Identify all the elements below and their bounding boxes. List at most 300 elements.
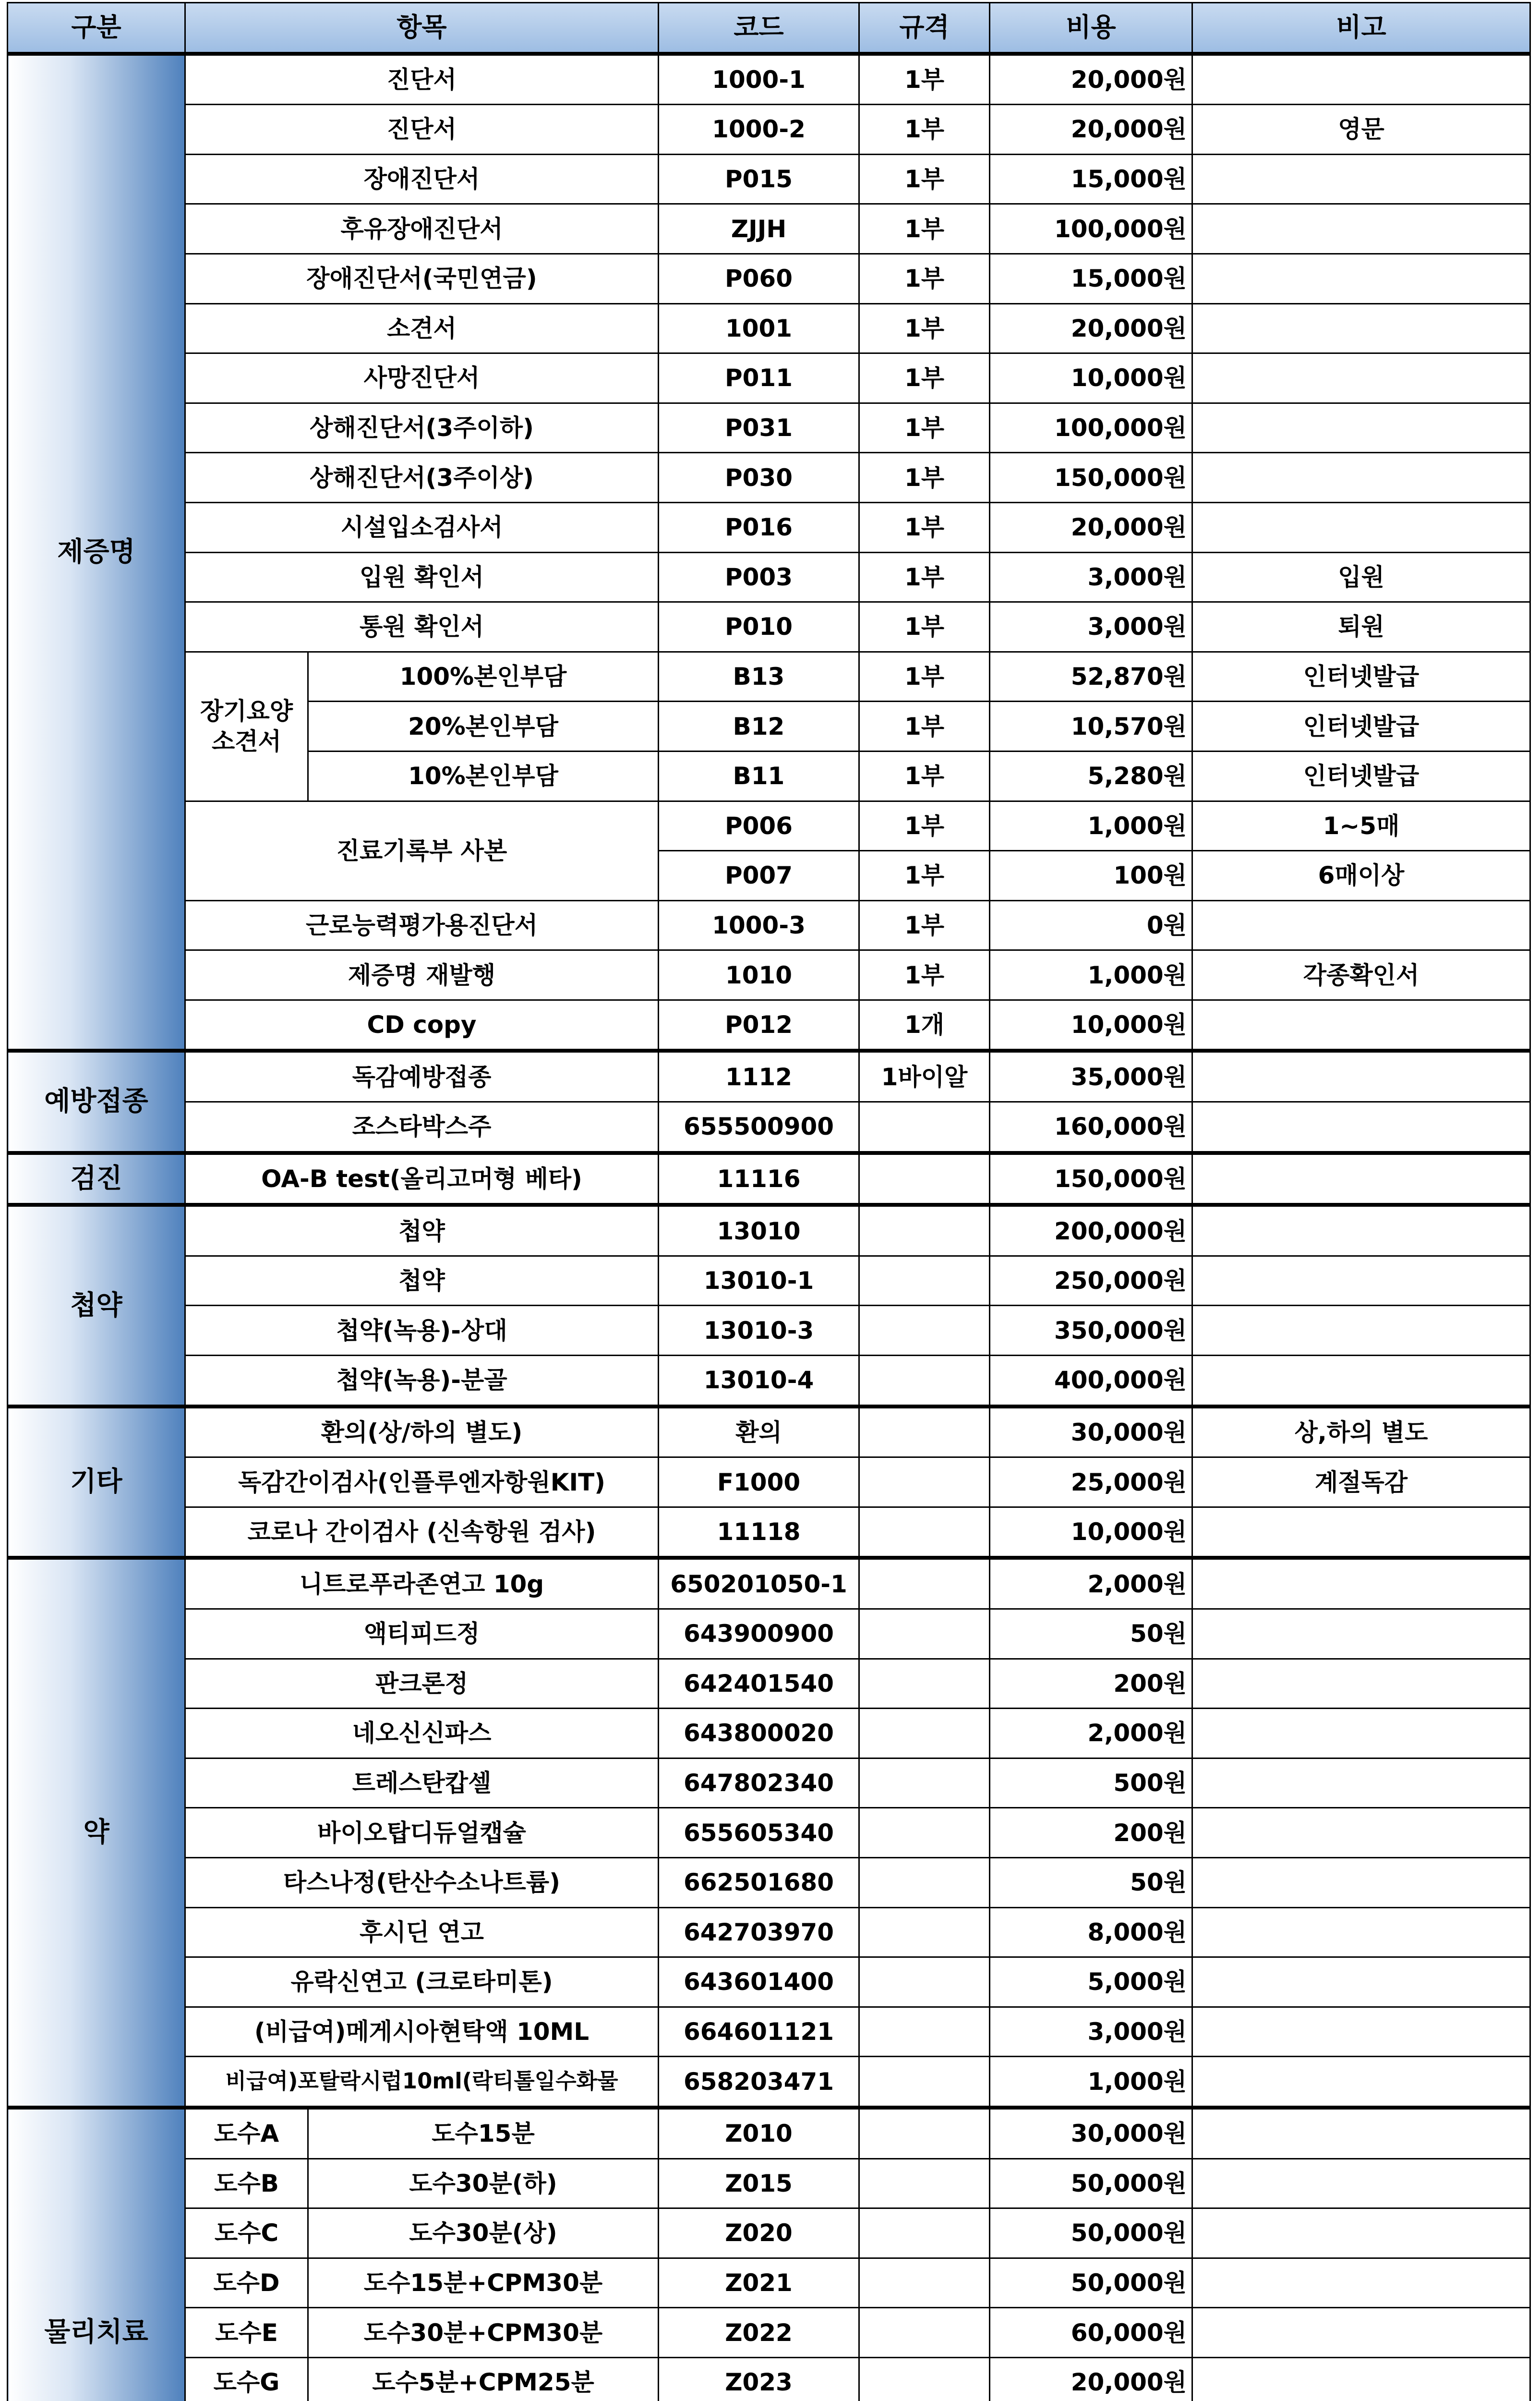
cost-cell: 100,000원 (990, 204, 1192, 254)
item-cell: CD copy (185, 1000, 659, 1051)
code-cell: P003 (659, 552, 859, 602)
table-row (8, 2208, 1530, 2258)
note-cell (1192, 353, 1530, 403)
cost-cell: 2,000원 (990, 1709, 1192, 1758)
spec-cell: 1개 (859, 1000, 990, 1051)
spec-cell (859, 2108, 990, 2158)
note-cell: 계절독감 (1192, 1457, 1530, 1507)
cost-cell: 50,000원 (990, 2208, 1192, 2258)
note-cell (1192, 254, 1530, 303)
note-cell (1192, 453, 1530, 503)
spec-cell (859, 1153, 990, 1205)
spec-cell: 1부 (859, 502, 990, 552)
code-cell: P006 (659, 801, 859, 851)
table-row (8, 1407, 1530, 1457)
table-row (8, 552, 1530, 602)
code-cell: P031 (659, 403, 859, 453)
cost-cell: 200,000원 (990, 1205, 1192, 1256)
note-cell (1192, 1857, 1530, 1907)
item-cell: 액티피드정 (185, 1609, 659, 1659)
item-cell: 바이오탑디듀얼캡슐 (185, 1808, 659, 1858)
note-cell: 1~5매 (1192, 801, 1530, 851)
table-row (8, 204, 1530, 254)
code-cell: 642401540 (659, 1659, 859, 1709)
item-cell: 제증명 재발행 (185, 950, 659, 1000)
sub-cell: 도수B (185, 2158, 308, 2208)
table-row (8, 801, 1530, 851)
code-cell: 643800020 (659, 1709, 859, 1758)
item-cell: 트레스탄캅셀 (185, 1758, 659, 1808)
fee-table (7, 2, 1531, 2401)
item-cell: 통원 확인서 (185, 602, 659, 652)
item-cell: 도수15분+CPM30분 (308, 2258, 659, 2308)
code-cell: 1000-3 (659, 900, 859, 950)
table-row (8, 1306, 1530, 1356)
category-acupuncture: 첩약 (8, 1205, 185, 1406)
cost-cell: 15,000원 (990, 254, 1192, 303)
code-cell: 환의 (659, 1407, 859, 1457)
cost-cell: 60,000원 (990, 2308, 1192, 2358)
header-category: 구분 (8, 3, 185, 54)
note-cell (1192, 204, 1530, 254)
code-cell: 1001 (659, 303, 859, 353)
table-row (8, 2108, 1530, 2158)
item-cell: 10%본인부담 (308, 751, 659, 801)
spec-cell: 1부 (859, 851, 990, 901)
cost-cell: 25,000원 (990, 1457, 1192, 1507)
table-row (8, 1609, 1530, 1659)
code-cell: 643900900 (659, 1609, 859, 1659)
item-cell: 후시딘 연고 (185, 1907, 659, 1957)
note-cell (1192, 1659, 1530, 1709)
cost-cell: 20,000원 (990, 2357, 1192, 2401)
header-note: 비고 (1192, 3, 1530, 54)
cost-cell: 250,000원 (990, 1256, 1192, 1306)
item-cell: 100%본인부담 (308, 652, 659, 702)
note-cell (1192, 1153, 1530, 1205)
item-cell: 도수5분+CPM25분 (308, 2357, 659, 2401)
note-cell (1192, 1507, 1530, 1558)
item-cell: 근로능력평가용진단서 (185, 900, 659, 950)
cost-cell: 350,000원 (990, 1306, 1192, 1356)
spec-cell: 1부 (859, 801, 990, 851)
cost-cell: 20,000원 (990, 54, 1192, 105)
table-row (8, 1957, 1530, 2007)
cost-cell: 150,000원 (990, 453, 1192, 503)
category-certificates: 제증명 (8, 54, 185, 1051)
table-row (8, 2158, 1530, 2208)
code-cell: Z010 (659, 2108, 859, 2158)
note-cell (1192, 2258, 1530, 2308)
code-cell: 655605340 (659, 1808, 859, 1858)
code-cell: 13010-4 (659, 1356, 859, 1407)
spec-cell (859, 1407, 990, 1457)
spec-cell (859, 2208, 990, 2258)
code-cell: 1010 (659, 950, 859, 1000)
spec-cell (859, 1507, 990, 1558)
item-cell: 독감예방접종 (185, 1051, 659, 1102)
code-cell: 1000-2 (659, 105, 859, 155)
table-row (8, 105, 1530, 155)
header-item: 항목 (185, 3, 659, 54)
spec-cell (859, 1808, 990, 1858)
note-cell: 상,하의 별도 (1192, 1407, 1530, 1457)
note-cell (1192, 502, 1530, 552)
table-row (8, 1659, 1530, 1709)
table-row (8, 602, 1530, 652)
cost-cell: 100원 (990, 851, 1192, 901)
note-cell (1192, 1306, 1530, 1356)
note-cell (1192, 1609, 1530, 1659)
records-item: 진료기록부 사본 (185, 801, 659, 900)
note-cell (1192, 303, 1530, 353)
code-cell: B13 (659, 652, 859, 702)
table-row (8, 1205, 1530, 1256)
note-cell (1192, 1558, 1530, 1609)
cost-cell: 500원 (990, 1758, 1192, 1808)
spec-cell: 1부 (859, 204, 990, 254)
item-cell: 사망진단서 (185, 353, 659, 403)
code-cell: 13010-1 (659, 1256, 859, 1306)
table-row (8, 254, 1530, 303)
note-cell (1192, 1907, 1530, 1957)
item-cell: 환의(상/하의 별도) (185, 1407, 659, 1457)
note-cell (1192, 1709, 1530, 1758)
spec-cell (859, 1609, 990, 1659)
category-etc: 기타 (8, 1407, 185, 1558)
item-cell: 진단서 (185, 105, 659, 155)
table-row (8, 652, 1530, 702)
code-cell: 650201050-1 (659, 1558, 859, 1609)
table-row (8, 950, 1530, 1000)
ltc-group-label: 장기요양 소견서 (185, 652, 308, 801)
code-cell: Z015 (659, 2158, 859, 2208)
item-cell: 도수15분 (308, 2108, 659, 2158)
table-row (8, 1808, 1530, 1858)
code-cell: 1112 (659, 1051, 859, 1102)
cost-cell: 10,000원 (990, 1507, 1192, 1558)
note-cell (1192, 2057, 1530, 2108)
cost-cell: 1,000원 (990, 950, 1192, 1000)
spec-cell: 1부 (859, 105, 990, 155)
category-vaccination: 예방접종 (8, 1051, 185, 1152)
sub-cell: 도수G (185, 2357, 308, 2401)
spec-cell: 1부 (859, 652, 990, 702)
cost-cell: 20,000원 (990, 502, 1192, 552)
spec-cell: 1부 (859, 154, 990, 204)
spec-cell: 1부 (859, 950, 990, 1000)
spec-cell (859, 1457, 990, 1507)
spec-cell (859, 1205, 990, 1256)
note-cell (1192, 1102, 1530, 1153)
note-cell (1192, 1808, 1530, 1858)
cost-cell: 10,570원 (990, 702, 1192, 752)
cost-cell: 5,280원 (990, 751, 1192, 801)
spec-cell (859, 1709, 990, 1758)
cost-cell: 52,870원 (990, 652, 1192, 702)
code-cell: 647802340 (659, 1758, 859, 1808)
table-row (8, 1857, 1530, 1907)
note-cell (1192, 2158, 1530, 2208)
note-cell: 영문 (1192, 105, 1530, 155)
cost-cell: 400,000원 (990, 1356, 1192, 1407)
sub-cell: 도수E (185, 2308, 308, 2358)
table-row (8, 2007, 1530, 2057)
spec-cell (859, 1659, 990, 1709)
note-cell (1192, 2108, 1530, 2158)
table-row (8, 303, 1530, 353)
table-row (8, 54, 1530, 105)
spec-cell (859, 2308, 990, 2358)
note-cell (1192, 2308, 1530, 2358)
cost-cell: 3,000원 (990, 552, 1192, 602)
code-cell: P007 (659, 851, 859, 901)
item-cell: 판크론정 (185, 1659, 659, 1709)
cost-cell: 200원 (990, 1808, 1192, 1858)
table-header-row (8, 3, 1530, 54)
table-row (8, 453, 1530, 503)
note-cell (1192, 2208, 1530, 2258)
spec-cell: 1부 (859, 254, 990, 303)
cost-cell: 50원 (990, 1857, 1192, 1907)
note-cell (1192, 1356, 1530, 1407)
header-code: 코드 (659, 3, 859, 54)
table-row (8, 1051, 1530, 1102)
cost-cell: 35,000원 (990, 1051, 1192, 1102)
item-cell: 니트로푸라존연고 10g (185, 1558, 659, 1609)
sub-cell: 도수C (185, 2208, 308, 2258)
table-row (8, 1558, 1530, 1609)
table-row (8, 2057, 1530, 2108)
code-cell: 11118 (659, 1507, 859, 1558)
cost-cell: 15,000원 (990, 154, 1192, 204)
spec-cell (859, 2258, 990, 2308)
spec-cell: 1부 (859, 552, 990, 602)
spec-cell: 1부 (859, 602, 990, 652)
note-cell (1192, 1051, 1530, 1102)
spec-cell (859, 1907, 990, 1957)
spec-cell: 1부 (859, 303, 990, 353)
spec-cell (859, 2057, 990, 2108)
note-cell (1192, 900, 1530, 950)
header-cost: 비용 (990, 3, 1192, 54)
table-row (8, 1709, 1530, 1758)
table-row (8, 502, 1530, 552)
item-cell: 첩약 (185, 1205, 659, 1256)
table-row (8, 353, 1530, 403)
code-cell: Z023 (659, 2357, 859, 2401)
spec-cell (859, 1306, 990, 1356)
item-cell: 시설입소검사서 (185, 502, 659, 552)
note-cell (1192, 1000, 1530, 1051)
cost-cell: 10,000원 (990, 1000, 1192, 1051)
cost-cell: 50,000원 (990, 2158, 1192, 2208)
item-cell: 20%본인부담 (308, 702, 659, 752)
table-row (8, 1153, 1530, 1205)
category-checkup: 검진 (8, 1153, 185, 1205)
note-cell: 각종확인서 (1192, 950, 1530, 1000)
cost-cell: 5,000원 (990, 1957, 1192, 2007)
spec-cell: 1부 (859, 453, 990, 503)
header-spec: 규격 (859, 3, 990, 54)
spec-cell: 1부 (859, 702, 990, 752)
item-cell: 조스타박스주 (185, 1102, 659, 1153)
note-cell (1192, 1957, 1530, 2007)
spec-cell (859, 2357, 990, 2401)
item-cell: 소견서 (185, 303, 659, 353)
note-cell: 퇴원 (1192, 602, 1530, 652)
table-row (8, 2357, 1530, 2401)
cost-cell: 1,000원 (990, 2057, 1192, 2108)
table-row (8, 1256, 1530, 1306)
item-cell: OA-B test(올리고머형 베타) (185, 1153, 659, 1205)
spec-cell: 1부 (859, 403, 990, 453)
code-cell: P016 (659, 502, 859, 552)
item-cell: 장애진단서 (185, 154, 659, 204)
code-cell: 664601121 (659, 2007, 859, 2057)
code-cell: 642703970 (659, 1907, 859, 1957)
spec-cell: 1부 (859, 54, 990, 105)
item-cell: 유락신연고 (크로타미톤) (185, 1957, 659, 2007)
cost-cell: 150,000원 (990, 1153, 1192, 1205)
note-cell (1192, 154, 1530, 204)
note-cell (1192, 54, 1530, 105)
item-cell: 후유장애진단서 (185, 204, 659, 254)
note-cell: 입원 (1192, 552, 1530, 602)
spec-cell (859, 1957, 990, 2007)
code-cell: P010 (659, 602, 859, 652)
note-cell (1192, 403, 1530, 453)
code-cell: P030 (659, 453, 859, 503)
item-cell: 첩약(녹용)-상대 (185, 1306, 659, 1356)
table-row (8, 2308, 1530, 2358)
code-cell: 655500900 (659, 1102, 859, 1153)
spec-cell: 1바이알 (859, 1051, 990, 1102)
code-cell: 13010 (659, 1205, 859, 1256)
category-medicine: 약 (8, 1558, 185, 2108)
item-cell: 비급여)포탈락시럽10ml(락티톨일수화물 (185, 2057, 659, 2108)
cost-cell: 20,000원 (990, 303, 1192, 353)
sub-cell: 도수A (185, 2108, 308, 2158)
spec-cell (859, 1857, 990, 1907)
item-cell: 코로나 간이검사 (신속항원 검사) (185, 1507, 659, 1558)
cost-cell: 3,000원 (990, 2007, 1192, 2057)
code-cell: 13010-3 (659, 1306, 859, 1356)
code-cell: B12 (659, 702, 859, 752)
cost-cell: 160,000원 (990, 1102, 1192, 1153)
spec-cell (859, 1558, 990, 1609)
item-cell: 네오신신파스 (185, 1709, 659, 1758)
table-row (8, 1102, 1530, 1153)
cost-cell: 30,000원 (990, 1407, 1192, 1457)
category-physio: 물리치료 (8, 2108, 185, 2401)
code-cell: B11 (659, 751, 859, 801)
code-cell: P011 (659, 353, 859, 403)
spec-cell (859, 1256, 990, 1306)
table-row (8, 403, 1530, 453)
note-cell (1192, 2007, 1530, 2057)
item-cell: 진단서 (185, 54, 659, 105)
table-row (8, 1907, 1530, 1957)
note-cell (1192, 2357, 1530, 2401)
cost-cell: 2,000원 (990, 1558, 1192, 1609)
table-row (8, 154, 1530, 204)
code-cell: P012 (659, 1000, 859, 1051)
table-row (8, 1356, 1530, 1407)
note-cell (1192, 1205, 1530, 1256)
item-cell: 첩약(녹용)-분골 (185, 1356, 659, 1407)
code-cell: 662501680 (659, 1857, 859, 1907)
spec-cell (859, 2007, 990, 2057)
item-cell: 독감간이검사(인플루엔자항원KIT) (185, 1457, 659, 1507)
note-cell: 인터넷발급 (1192, 751, 1530, 801)
code-cell: 1000-1 (659, 54, 859, 105)
code-cell: ZJJH (659, 204, 859, 254)
item-cell: 입원 확인서 (185, 552, 659, 602)
cost-cell: 10,000원 (990, 353, 1192, 403)
code-cell: 11116 (659, 1153, 859, 1205)
cost-cell: 8,000원 (990, 1907, 1192, 1957)
item-cell: 상해진단서(3주이상) (185, 453, 659, 503)
cost-cell: 0원 (990, 900, 1192, 950)
spec-cell (859, 1102, 990, 1153)
code-cell: P015 (659, 154, 859, 204)
table-row (8, 2258, 1530, 2308)
spec-cell: 1부 (859, 353, 990, 403)
cost-cell: 20,000원 (990, 105, 1192, 155)
code-cell: Z022 (659, 2308, 859, 2358)
table-row (8, 1758, 1530, 1808)
spec-cell (859, 1758, 990, 1808)
item-cell: 상해진단서(3주이하) (185, 403, 659, 453)
cost-cell: 50원 (990, 1609, 1192, 1659)
code-cell: 658203471 (659, 2057, 859, 2108)
cost-cell: 100,000원 (990, 403, 1192, 453)
code-cell: P060 (659, 254, 859, 303)
cost-cell: 50,000원 (990, 2258, 1192, 2308)
spec-cell (859, 1356, 990, 1407)
table-row (8, 900, 1530, 950)
item-cell: 타스나정(탄산수소나트륨) (185, 1857, 659, 1907)
cost-cell: 3,000원 (990, 602, 1192, 652)
code-cell: 643601400 (659, 1957, 859, 2007)
code-cell: Z021 (659, 2258, 859, 2308)
spec-cell: 1부 (859, 751, 990, 801)
note-cell: 인터넷발급 (1192, 702, 1530, 752)
note-cell: 6매이상 (1192, 851, 1530, 901)
code-cell: Z020 (659, 2208, 859, 2258)
sub-cell: 도수D (185, 2258, 308, 2308)
note-cell (1192, 1256, 1530, 1306)
cost-cell: 1,000원 (990, 801, 1192, 851)
item-cell: 첩약 (185, 1256, 659, 1306)
item-cell: 도수30분(하) (308, 2158, 659, 2208)
table-row (8, 1000, 1530, 1051)
cost-cell: 200원 (990, 1659, 1192, 1709)
item-cell: 도수30분+CPM30분 (308, 2308, 659, 2358)
table-row (8, 1507, 1530, 1558)
code-cell: F1000 (659, 1457, 859, 1507)
spec-cell: 1부 (859, 900, 990, 950)
note-cell: 인터넷발급 (1192, 652, 1530, 702)
table-row (8, 1457, 1530, 1507)
note-cell (1192, 1758, 1530, 1808)
item-cell: 장애진단서(국민연금) (185, 254, 659, 303)
cost-cell: 30,000원 (990, 2108, 1192, 2158)
item-cell: (비급여)메게시아현탁액 10ML (185, 2007, 659, 2057)
item-cell: 도수30분(상) (308, 2208, 659, 2258)
spec-cell (859, 2158, 990, 2208)
